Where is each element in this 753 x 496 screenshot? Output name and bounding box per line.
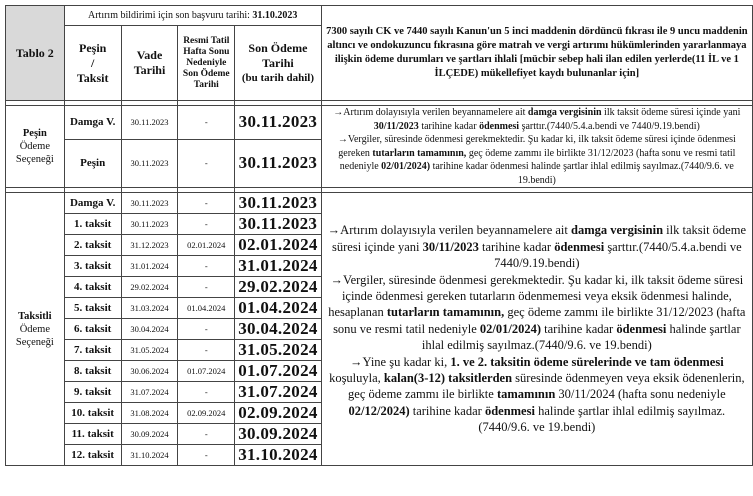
row-label: Peşin bbox=[64, 139, 121, 187]
row-label: 2. taksit bbox=[64, 235, 121, 256]
last-payment-date: 30.11.2023 bbox=[235, 214, 322, 235]
holiday-date: 02.09.2024 bbox=[178, 403, 235, 424]
row-label: 9. taksit bbox=[64, 382, 121, 403]
col-last-title: Son Ödeme Tarihi bbox=[248, 40, 308, 70]
pesin-section-line2: Ödeme bbox=[19, 141, 51, 152]
last-payment-date: 29.02.2024 bbox=[235, 277, 322, 298]
last-payment-date: 01.07.2024 bbox=[235, 361, 322, 382]
holiday-date: 02.01.2024 bbox=[178, 235, 235, 256]
last-payment-date: 02.09.2024 bbox=[235, 403, 322, 424]
row-label: 1. taksit bbox=[64, 214, 121, 235]
header-note: 7300 sayılı CK ve 7440 sayılı Kanun'un 5 inci maddenin dördüncü fıkrası ile 9 uncu maddenin altıncı ve ondokuzuncu fıkrasına göre matrah ve vergi artırımı hükümlerinden yararlanmaya ilişkin ödeme durumları ve şartları ihlali [mücbir sebep hali ilan edilen yerlerde(11 İL ve 1 İLÇEDE) mükellefiyet kaydı bulunanlar için] bbox=[321, 6, 752, 101]
due-date: 30.04.2024 bbox=[121, 319, 178, 340]
due-date: 30.09.2024 bbox=[121, 424, 178, 445]
row-label: 6. taksit bbox=[64, 319, 121, 340]
row-label: 5. taksit bbox=[64, 298, 121, 319]
due-date: 30.11.2023 bbox=[121, 193, 178, 214]
last-payment-date: 31.07.2024 bbox=[235, 382, 322, 403]
row-label: 3. taksit bbox=[64, 256, 121, 277]
pesin-expl-para-1: →Artırım dolayısıyla verilen beyannamelere ait damga vergisinin ilk taksit ödeme süresi içinde yani 30/11/2023 tarihine kadar ödenmesi şarttır.(7440/5.4.a.bendi ve 7440/9.19.bendi) bbox=[333, 107, 741, 132]
holiday-date: - bbox=[178, 340, 235, 361]
last-payment-date: 31.05.2024 bbox=[235, 340, 322, 361]
due-date: 30.11.2023 bbox=[121, 214, 178, 235]
last-payment-date: 01.04.2024 bbox=[235, 298, 322, 319]
due-date: 29.02.2024 bbox=[121, 277, 178, 298]
col-due-header: Vade Tarihi bbox=[121, 26, 178, 101]
col-last-header bbox=[235, 26, 322, 101]
last-payment-date: 02.01.2024 bbox=[235, 235, 322, 256]
due-date: 30.11.2023 bbox=[121, 106, 178, 140]
holiday-date: - bbox=[178, 445, 235, 466]
holiday-date: - bbox=[178, 193, 235, 214]
col-option-sep: / bbox=[91, 55, 95, 70]
row-label: Damga V. bbox=[64, 193, 121, 214]
last-payment-date: 31.10.2024 bbox=[235, 445, 322, 466]
holiday-date: - bbox=[178, 319, 235, 340]
taksitli-expl-para-3: →Yine şu kadar ki, 1. ve 2. taksitin ödeme sürelerinde ve tam ödenmesi koşuluyla, kalan(3-12) taksitlerden süresinde ödenmeyen veya eksik ödenenlerin, geç ödeme zammı ile birlikte tamamının 30/11/2024 (hafta sonu nedeniyle 02/12/2024) tarihine kadar ödenmesi halinde şartlar ihlal edilmiş sayılmaz.(7440/9.6. ve 19.bendi) bbox=[329, 354, 745, 435]
taksitli-section-title: Taksitli bbox=[18, 310, 52, 322]
taksitli-section-line3: Seçeneği bbox=[15, 336, 54, 348]
last-payment-date: 30.09.2024 bbox=[235, 424, 322, 445]
pesin-section-title: Peşin bbox=[22, 128, 47, 139]
holiday-date: - bbox=[178, 139, 235, 187]
row-label: 8. taksit bbox=[64, 361, 121, 382]
pesin-explanation bbox=[321, 106, 752, 188]
taksitli-section-line2: Ödeme bbox=[19, 323, 51, 335]
due-date: 30.11.2023 bbox=[121, 139, 178, 187]
holiday-date: - bbox=[178, 214, 235, 235]
last-payment-date: 30.11.2023 bbox=[235, 193, 322, 214]
row-label: Damga V. bbox=[64, 106, 121, 140]
last-payment-date: 30.11.2023 bbox=[235, 106, 322, 140]
due-date: 30.06.2024 bbox=[121, 361, 178, 382]
due-date: 31.08.2024 bbox=[121, 403, 178, 424]
holiday-date: - bbox=[178, 424, 235, 445]
row-label: 12. taksit bbox=[64, 445, 121, 466]
row-label: 11. taksit bbox=[64, 424, 121, 445]
pesin-section-line3: Seçeneği bbox=[15, 154, 54, 165]
due-date: 31.12.2023 bbox=[121, 235, 178, 256]
taksitli-section-label bbox=[6, 193, 65, 466]
payment-schedule-table bbox=[5, 5, 753, 466]
due-date: 31.07.2024 bbox=[121, 382, 178, 403]
row-label: 4. taksit bbox=[64, 277, 121, 298]
pesin-expl-para-2: →Vergiler, süresinde ödenmesi gerekmektedir. Şu kadar ki, ilk taksit ödeme süresi içinde ödenmesi gereken tutarların tamamının, geç ödeme zammı ile birlikte 31/12/2023 (hafta sonu ve resmi tatil nedeniyle 02/01/2024) tarihine kadar ödenmesi halinde şartlar ihlal edilmiş sayılmaz.(7440/9.6. ve 19.bendi) bbox=[337, 134, 736, 186]
due-date: 31.10.2024 bbox=[121, 445, 178, 466]
col-option-header bbox=[64, 26, 121, 101]
last-payment-date: 30.04.2024 bbox=[235, 319, 322, 340]
col-option-1: Peşin bbox=[79, 40, 107, 55]
application-deadline bbox=[64, 6, 321, 26]
due-date: 31.03.2024 bbox=[121, 298, 178, 319]
holiday-date: - bbox=[178, 382, 235, 403]
pesin-section-label bbox=[6, 106, 65, 188]
taksitli-expl-para-2: →Vergiler, süresinde ödenmesi gerekmektedir. Şu kadar ki, ilk taksit ödeme süresi içinde ödenmesi gereken tutarların ödenmemesi veya eksik ödenmesi halinde, hesaplanan tutarların tamamının, geç ödeme zammı ile birlikte 31/12/2023 (hafta sonu ve resmi tatil nedeniyle 02/01/2024) tarihine kadar ödenmesi halinde şartlar ihlal edilmiş sayılmaz.(7440/9.6. ve 19.bendi) bbox=[328, 272, 746, 353]
deadline-date: 31.10.2023 bbox=[252, 10, 298, 21]
due-date: 31.05.2024 bbox=[121, 340, 178, 361]
holiday-date: - bbox=[178, 277, 235, 298]
deadline-prefix: Artırım bildirimi için son başvuru tarihi: bbox=[87, 10, 253, 21]
row-label: 7. taksit bbox=[64, 340, 121, 361]
holiday-date: - bbox=[178, 106, 235, 140]
last-payment-date: 30.11.2023 bbox=[235, 139, 322, 187]
col-last-sub: (bu tarih dahil) bbox=[241, 71, 314, 84]
col-option-2: Taksit bbox=[76, 70, 109, 85]
taksitli-expl-para-1: →Artırım dolayısıyla verilen beyannamelere ait damga vergisinin ilk taksit ödeme süresi içinde yani 30/11/2023 tarihine kadar ödenmesi şarttır.(7440/5.4.a.bendi ve 7440/9.19.bendi) bbox=[327, 223, 747, 271]
holiday-date: 01.04.2024 bbox=[178, 298, 235, 319]
taksitli-explanation bbox=[321, 193, 752, 466]
col-holiday-header: Resmi Tatil Hafta Sonu Nedeniyle Son Ödeme Tarihi bbox=[178, 26, 235, 101]
holiday-date: - bbox=[178, 256, 235, 277]
table-label: Tablo 2 bbox=[6, 6, 65, 101]
holiday-date: 01.07.2024 bbox=[178, 361, 235, 382]
due-date: 31.01.2024 bbox=[121, 256, 178, 277]
row-label: 10. taksit bbox=[64, 403, 121, 424]
last-payment-date: 31.01.2024 bbox=[235, 256, 322, 277]
